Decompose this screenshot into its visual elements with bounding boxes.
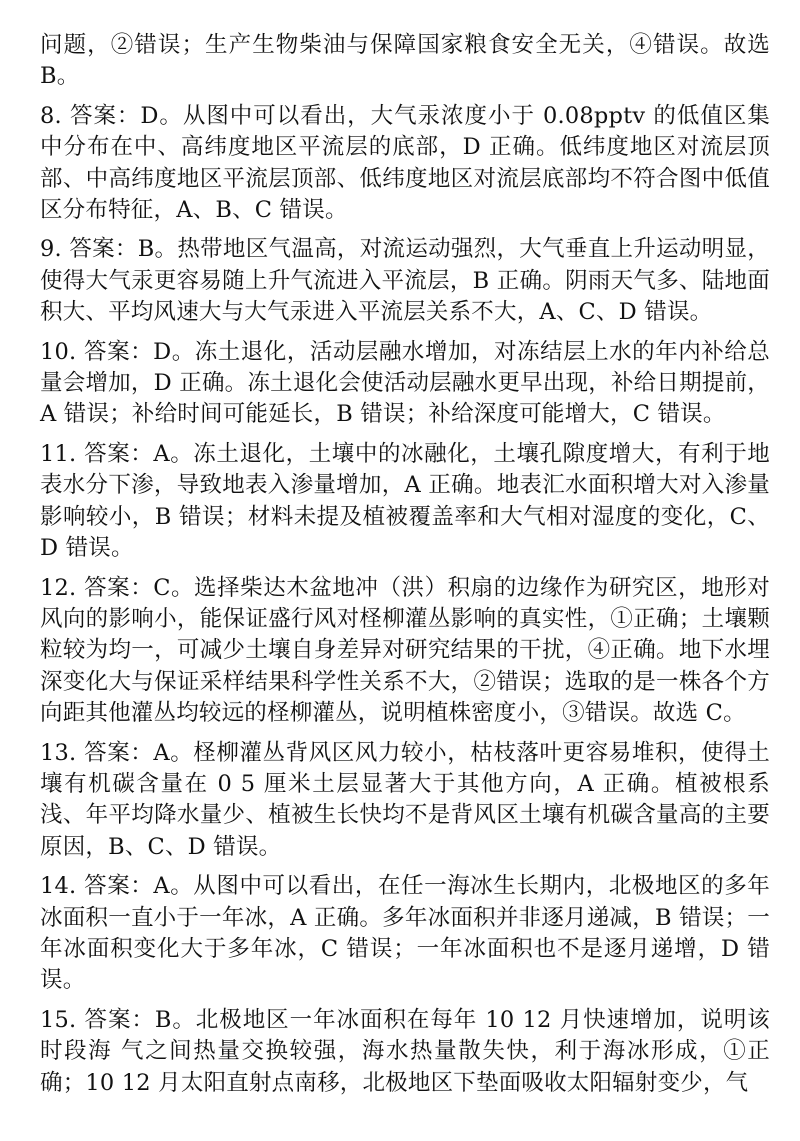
answer-paragraph-14: 14. 答案：A。从图中可以看出，在任一海冰生长期内，北极地区的多年冰面积一直小于一年冰，A 正确。多年冰面积并非逐月递减，B 错误；一年冰面积变化大于多年冰，C 错误；一年冰面积也不是逐月递增，D 错误。 <box>40 873 770 994</box>
answer-paragraph-15: 15. 答案：B。北极地区一年冰面积在每年 10 12 月快速增加，说明该时段海 气之间热量交换较强，海水热量散失快，利于海冰形成，①正确；10 12 月太阳直射点南移，北极地区下垫面吸收太阳辐射变少，气 <box>40 1006 770 1096</box>
answer-paragraph-9: 9. 答案：B。热带地区气温高，对流运动强烈，大气垂直上升运动明显，使得大气汞更容易随上升气流进入平流层，B 正确。阴雨天气多、陆地面积大、平均风速大与大气汞进入平流层关系不大，A、C、D 错误。 <box>40 236 770 326</box>
document-page <box>40 30 770 1107</box>
answer-paragraph-13: 13. 答案：A。柽柳灌丛背风区风力较小，枯枝落叶更容易堆积，使得土壤有机碳含量在 0 5 厘米土层显著大于其他方向，A 正确。植被根系浅、年平均降水量少、植被生长快均不是背风区土壤有机碳含量高的主要原因，B、C、D 错误。 <box>40 739 770 860</box>
paragraph-continuation: 问题，②错误；生产生物柴油与保障国家粮食安全无关，④错误。故选B。 <box>40 32 770 90</box>
answer-paragraph-8: 8. 答案：D。从图中可以看出，大气汞浓度小于 0.08pptv 的低值区集中分布在中、高纬度地区平流层的底部，D 正确。低纬度地区对流层顶部、中高纬度地区平流层顶部、低纬度地区对流层底部均不符合图中低值区分布特征，A、B、C 错误。 <box>40 102 770 224</box>
answer-paragraph-12: 12. 答案：C。选择柴达木盆地冲（洪）积扇的边缘作为研究区，地形对风向的影响小，能保证盛行风对柽柳灌丛影响的真实性，①正确；土壤颗粒较为均一，可减少土壤自身差异对研究结果的干扰，④正确。地下水埋深变化大与保证采样结果科学性关系不大，②错误；选取的是一株各个方向距其他灌丛均较远的柽柳灌丛，说明植株密度小，③错误。故选 C。 <box>40 574 770 727</box>
answer-paragraph-10: 10. 答案：D。冻土退化，活动层融水增加，对冻结层上水的年内补给总量会增加，D 正确。冻土退化会使活动层融水更早出现，补给日期提前，A 错误；补给时间可能延长，B 错误；补给深度可能增大，C 错误。 <box>40 338 770 428</box>
answer-paragraph-11: 11. 答案：A。冻土退化，土壤中的冰融化，土壤孔隙度增大，有利于地表水分下渗，导致地表入渗量增加，A 正确。地表汇水面积增大对入渗量影响较小，B 错误；材料未提及植被覆盖率和大气相对湿度的变化，C、D 错误。 <box>40 440 770 562</box>
